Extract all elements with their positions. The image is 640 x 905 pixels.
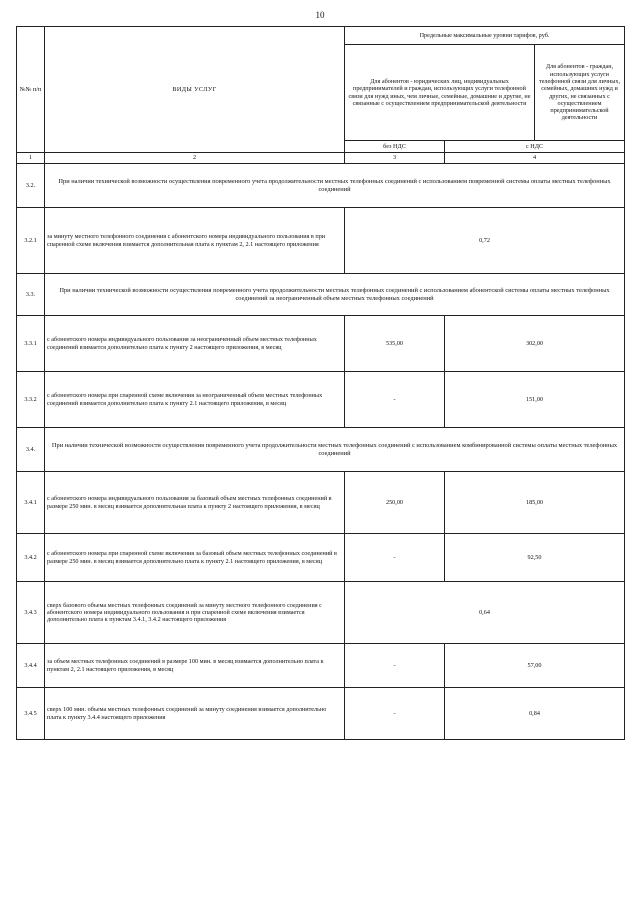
table-row-3-4-3	[17, 582, 625, 644]
row-description: сверх базового объема местных телефонных соединений за минуту местного телефонного соединения с абонентского номера индивидуального пользования и при спаренной схеме включения взимается дополнительно плата к пунктам 3.4.1, 3.4.2 настоящего приложения	[45, 582, 345, 644]
column-header-tariffs: Предельные максимальные уровни тарифов, руб.	[345, 27, 625, 45]
row-number: 3.3.	[17, 274, 45, 316]
section-heading: При наличии технической возможности осуществления повременного учета продолжительности местных телефонных соединений с использованием комбинированной системы оплаты местных телефонных соединений	[45, 428, 625, 472]
table-row-3-2	[17, 164, 625, 208]
tariff-value: 0,64	[345, 582, 625, 644]
table-row-3-4-1	[17, 472, 625, 534]
column-header-no-vat: без НДС	[345, 141, 445, 153]
row-number: 3.3.2	[17, 372, 45, 428]
section-heading: При наличии технической возможности осуществления повременного учета продолжительности местных телефонных соединений с использованием повременной системы оплаты местных телефонных соединений	[45, 164, 625, 208]
tariff-value-no-vat: -	[345, 534, 445, 582]
tariff-value-with-vat: 0,84	[445, 688, 625, 740]
row-description: сверх 100 мин. объема местных телефонных соединений за минуту соединения взимается дополнительно плата к пункту 3.4.4 настоящего приложения	[45, 688, 345, 740]
index-cell: 2	[45, 153, 345, 164]
tariff-value-no-vat: 250,00	[345, 472, 445, 534]
tariff-table	[16, 26, 625, 740]
table-row-3-3-1	[17, 316, 625, 372]
row-number: 3.4.2	[17, 534, 45, 582]
index-cell: 1	[17, 153, 45, 164]
page-number: 10	[315, 10, 325, 20]
table-row-3-3-2	[17, 372, 625, 428]
table-row-3-4-2	[17, 534, 625, 582]
table-row-3-4-4	[17, 644, 625, 688]
row-description: с абонентского номера индивидуального пользования за базовый объем местных телефонных соединений в размере 250 мин. в месяц взимается дополнительная плата к пункту 2 настоящего приложения, в месяц	[45, 472, 345, 534]
column-header-legal-entities: Для абонентов - юридических лиц, индивидуальных предпринимателей и граждан, использующих услуги телефонной связи для нужд иных, чем личные, семейные, домашние и другие, не связанные с осуществлением предпринимательской деятельности	[345, 45, 535, 141]
table-row-3-2-1	[17, 208, 625, 274]
table-row-3-4	[17, 428, 625, 472]
tariff-value-no-vat: -	[345, 688, 445, 740]
row-number: 3.2.1	[17, 208, 45, 274]
index-cell: 3	[345, 153, 445, 164]
row-number: 3.4.1	[17, 472, 45, 534]
row-number: 3.2.	[17, 164, 45, 208]
row-number: 3.4.4	[17, 644, 45, 688]
row-number: 3.4.5	[17, 688, 45, 740]
tariff-value-with-vat: 302,00	[445, 316, 625, 372]
tariff-value-with-vat: 92,50	[445, 534, 625, 582]
row-number: 3.4.	[17, 428, 45, 472]
row-description: с абонентского номера индивидуального пользования за неограниченный объем местных телефонных соединений взимается дополнительно плата к пункту 2 настоящего приложения, в месяц	[45, 316, 345, 372]
tariff-value: 0,72	[345, 208, 625, 274]
tariff-value-no-vat: -	[345, 644, 445, 688]
row-number: 3.4.3	[17, 582, 45, 644]
table-row-3-4-5	[17, 688, 625, 740]
tariff-value-with-vat: 151,00	[445, 372, 625, 428]
row-description: с абонентского номера при спаренной схеме включения за неограниченный объем местных телефонных соединений взимается дополнительно плата к пункту 2.1 настоящего приложения, в месяц	[45, 372, 345, 428]
table-row-3-3	[17, 274, 625, 316]
tariff-value-no-vat: 535,00	[345, 316, 445, 372]
column-header-with-vat: с НДС	[445, 141, 625, 153]
row-description: за минуту местного телефонного соединения с абонентского номера индивидуального пользования в при спаренной схеме включения взимается дополнительная плата к пунктам 2, 2.1 настоящего приложения	[45, 208, 345, 274]
tariff-value-with-vat: 57,00	[445, 644, 625, 688]
tariff-value-with-vat: 185,00	[445, 472, 625, 534]
tariff-value-no-vat: -	[345, 372, 445, 428]
column-header-services: ВИДЫ УСЛУГ	[45, 27, 345, 153]
section-heading: При наличии технической возможности осуществления повременного учета продолжительности местных телефонных соединений с использованием абонентской системы оплаты местных телефонных соединений за неограниченный объем местных телефонных соединений	[45, 274, 625, 316]
header-row-1	[17, 27, 625, 45]
row-description: за объем местных телефонных соединений в размере 100 мин. в месяц взимается дополнительно плата к пунктам 2, 2.1 настоящего приложения, в месяц	[45, 644, 345, 688]
row-number: 3.3.1	[17, 316, 45, 372]
row-description: с абонентского номера при спаренной схеме включения за базовый объем местных телефонных соединений в размере 250 мин. в месяц взимается дополнительно плата к пункту 2.1 настоящего приложения, в месяц	[45, 534, 345, 582]
index-row	[17, 153, 625, 164]
index-cell: 4	[445, 153, 625, 164]
column-header-number: №№ п/п	[17, 27, 45, 153]
column-header-citizens: Для абонентов - граждан, использующих услуги телефонной связи для личных, семейных, домашних нужд и других, не связанных с осуществлением предпринимательской деятельности	[535, 45, 625, 141]
